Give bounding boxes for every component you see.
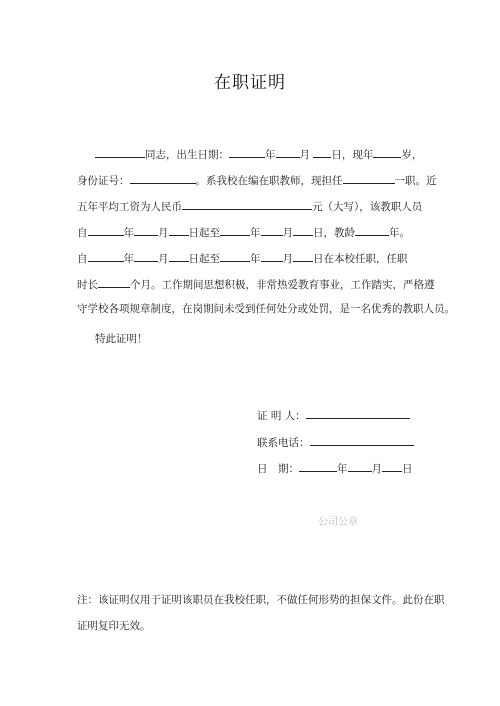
text: 日: [402, 463, 413, 475]
blank-start-day: [169, 250, 189, 262]
text: 月: [158, 227, 169, 239]
text: 自: [77, 227, 88, 239]
text: 时长: [77, 279, 98, 291]
company-seal-placeholder: 公司公章: [318, 517, 358, 528]
blank-end-day: [293, 250, 313, 262]
body-line-6: [77, 276, 435, 292]
text: 。系我校在编在职教师，现担任: [195, 175, 343, 187]
blank-witness: [306, 407, 410, 419]
text: 年: [337, 463, 348, 475]
document-title: 在职证明: [214, 73, 286, 93]
text: 月: [158, 253, 169, 265]
blank-start-day: [169, 224, 189, 236]
blank-start-year: [88, 250, 124, 262]
text: 日在本校任职，任职: [313, 253, 408, 265]
blank-start-month: [134, 224, 158, 236]
phone-label: 联系电话：: [257, 437, 310, 449]
text: 自: [77, 253, 88, 265]
text: 五年平均工资为人民币: [77, 201, 182, 213]
blank-sign-month: [348, 460, 372, 472]
note-line-1: 注：该证明仅用于证明该职员在我校任职，不做任何形势的担保文件。此份在职: [77, 594, 445, 606]
text: 日起至: [188, 227, 220, 239]
text: 日起至: [188, 253, 220, 265]
body-line-7: 守学校各项规章制度，在岗期间未受到任何处分或处罚，是一名优秀的教职人员。: [77, 303, 455, 315]
blank-salary: [182, 198, 312, 210]
blank-position: [343, 172, 395, 184]
body-line-2: [77, 172, 437, 188]
phone-row: [257, 434, 414, 450]
text: 同志，出生日期：: [145, 149, 229, 161]
body-line-3: [77, 198, 422, 214]
body-line-1: [95, 146, 422, 162]
date-row: [257, 460, 413, 476]
text: 年。: [389, 227, 410, 239]
witness-label: 证 明 人：: [257, 410, 306, 422]
text: 年: [250, 227, 261, 239]
blank-sign-year: [299, 460, 337, 472]
text: 月: [299, 149, 310, 161]
text: 身份证号：: [77, 175, 130, 187]
text: 岁，: [401, 149, 423, 161]
blank-end-day: [293, 224, 313, 236]
text: 元（大写），该教职人员: [312, 201, 423, 213]
text: 月: [282, 253, 293, 265]
text: 年: [123, 227, 134, 239]
witness-row: [257, 407, 410, 423]
blank-birth-year: [229, 146, 265, 158]
blank-name: [95, 146, 145, 158]
blank-sign-day: [382, 460, 402, 472]
blank-birth-month: [276, 146, 300, 158]
blank-end-year: [220, 224, 250, 236]
text: 个月。工作期间思想积极，非常热爱教育事业，工作踏实，严格遵: [130, 279, 435, 291]
date-label: 日 期：: [257, 463, 299, 475]
text: 月: [282, 227, 293, 239]
text: 月: [371, 463, 382, 475]
blank-id-number: [130, 172, 196, 184]
blank-teaching-years: [355, 224, 389, 236]
body-line-5: [77, 250, 408, 266]
blank-start-month: [134, 250, 158, 262]
text: 日，现年: [331, 149, 374, 161]
blank-phone: [310, 434, 414, 446]
text: 年: [123, 253, 134, 265]
text: 年: [250, 253, 261, 265]
blank-end-year: [220, 250, 250, 262]
text: 一职。近: [394, 175, 437, 187]
text: 年: [265, 149, 276, 161]
closing-statement: 特此证明！: [95, 333, 148, 345]
blank-months: [98, 276, 130, 288]
text: 日，教龄: [313, 227, 355, 239]
blank-birth-day: [313, 146, 331, 158]
note-line-2: 证明复印无效。: [77, 620, 151, 632]
blank-end-month: [261, 224, 283, 236]
blank-age: [373, 146, 401, 158]
body-line-4: [77, 224, 410, 240]
blank-start-year: [88, 224, 124, 236]
blank-end-month: [261, 250, 283, 262]
